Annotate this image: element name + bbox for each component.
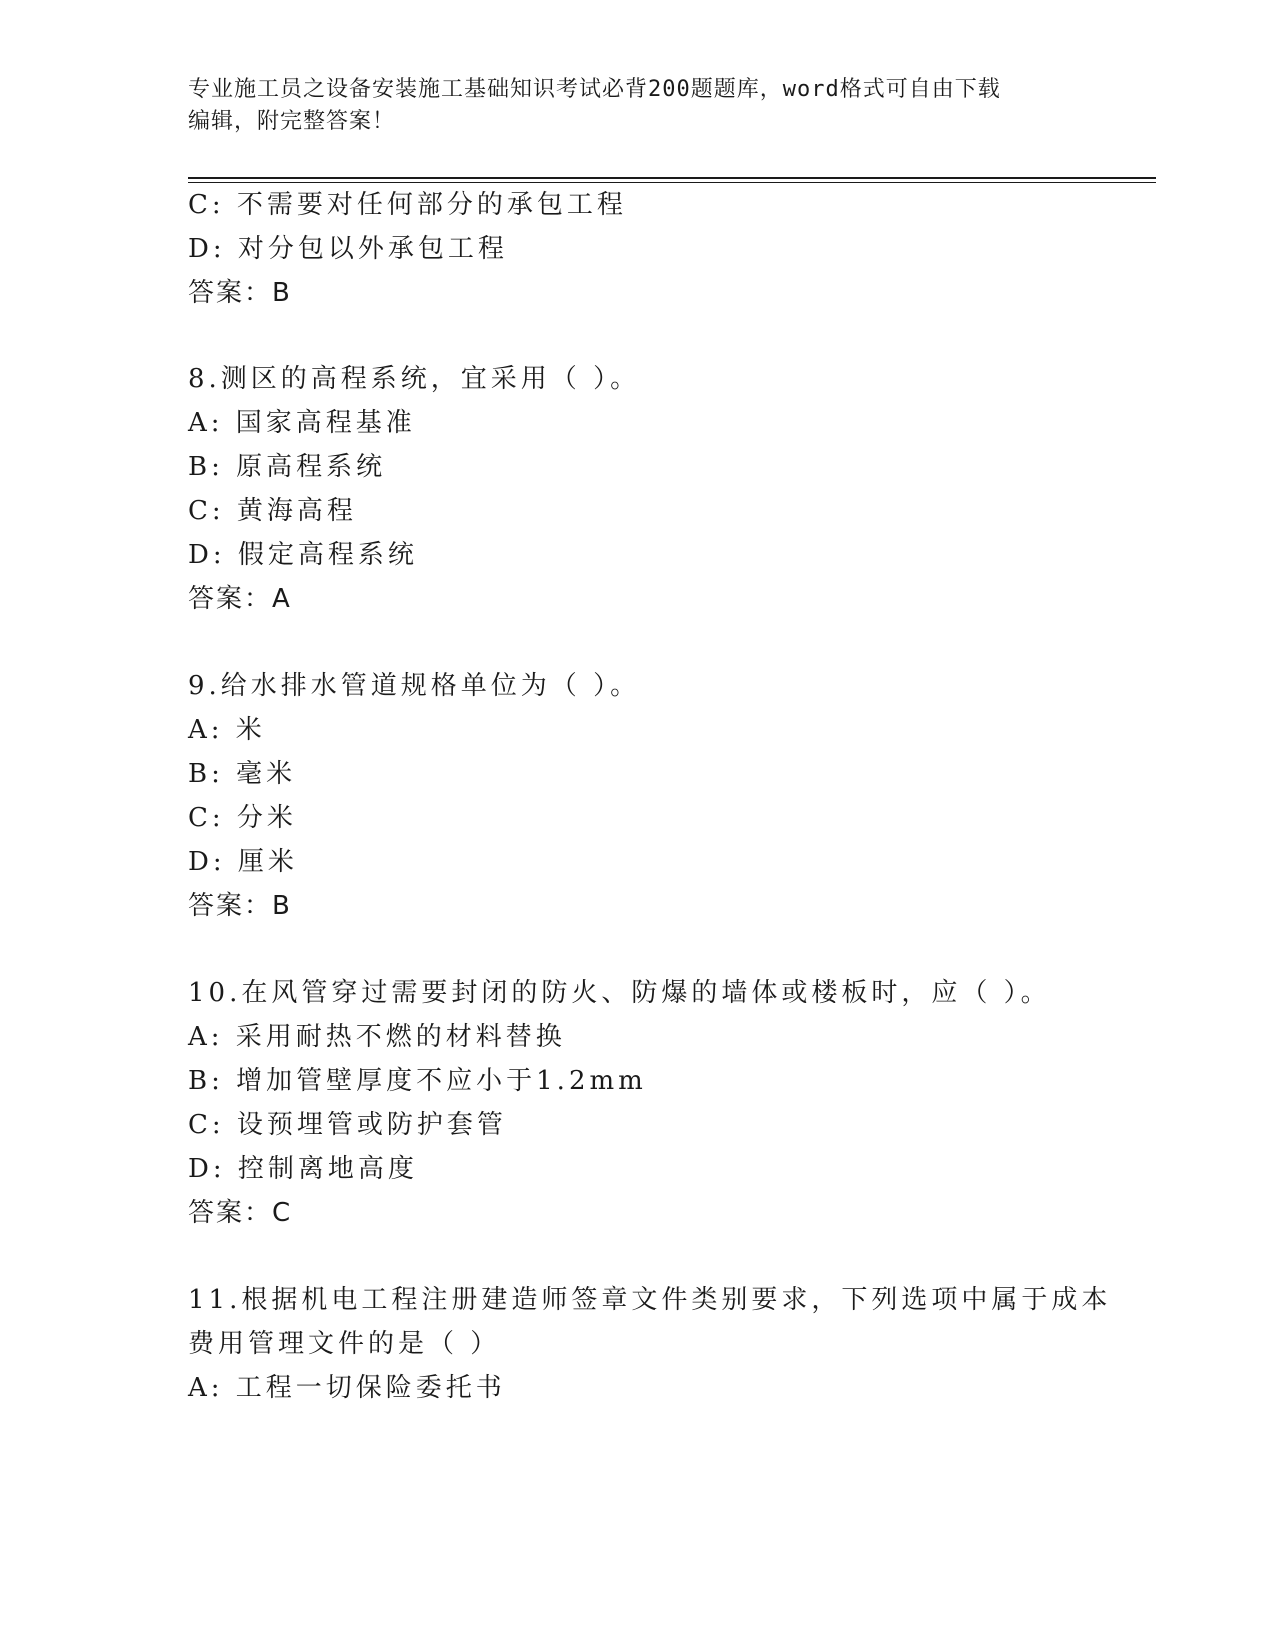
- header-divider-thick: [188, 177, 1156, 179]
- option-b: B: 毫米: [188, 759, 297, 789]
- option-c: C: 不需要对任何部分的承包工程: [188, 190, 627, 220]
- option-c: C: 分米: [188, 803, 297, 833]
- question-stem: 10.在风管穿过需要封闭的防火、防爆的墙体或楼板时，应（ ）。: [188, 978, 1051, 1008]
- option-a: A: 采用耐热不燃的材料替换: [188, 1022, 566, 1052]
- option-a: A: 米: [188, 715, 266, 745]
- option-d: D: 对分包以外承包工程: [188, 234, 508, 264]
- answer-label: 答案：A: [188, 584, 292, 614]
- answer-label: 答案：B: [188, 891, 292, 921]
- question-stem-line2: 费用管理文件的是（ ）: [188, 1329, 501, 1359]
- question-stem: 9.给水排水管道规格单位为（ ）。: [188, 671, 641, 701]
- header-divider-thin: [188, 182, 1156, 183]
- option-d: D: 假定高程系统: [188, 540, 418, 570]
- option-d: D: 控制离地高度: [188, 1154, 418, 1184]
- option-a: A: 工程一切保险委托书: [188, 1373, 506, 1403]
- option-b: B: 原高程系统: [188, 452, 387, 482]
- option-c: C: 黄海高程: [188, 496, 357, 526]
- answer-label: 答案：C: [188, 1198, 293, 1228]
- question-stem: 8.测区的高程系统，宜采用（ ）。: [188, 364, 641, 394]
- document-header: [188, 74, 1088, 138]
- header-title-line1: 专业施工员之设备安装施工基础知识考试必背200题题库，word格式可自由下载: [188, 77, 1001, 102]
- option-a: A: 国家高程基准: [188, 408, 416, 438]
- option-d: D: 厘米: [188, 847, 298, 877]
- question-stem-line1: 11.根据机电工程注册建造师签章文件类别要求，下列选项中属于成本: [188, 1285, 1112, 1315]
- option-c: C: 设预埋管或防护套管: [188, 1110, 507, 1140]
- header-title-line2: 编辑，附完整答案！: [188, 109, 396, 134]
- option-b: B: 增加管壁厚度不应小于1.2mm: [188, 1066, 647, 1096]
- answer-label: 答案：B: [188, 278, 292, 308]
